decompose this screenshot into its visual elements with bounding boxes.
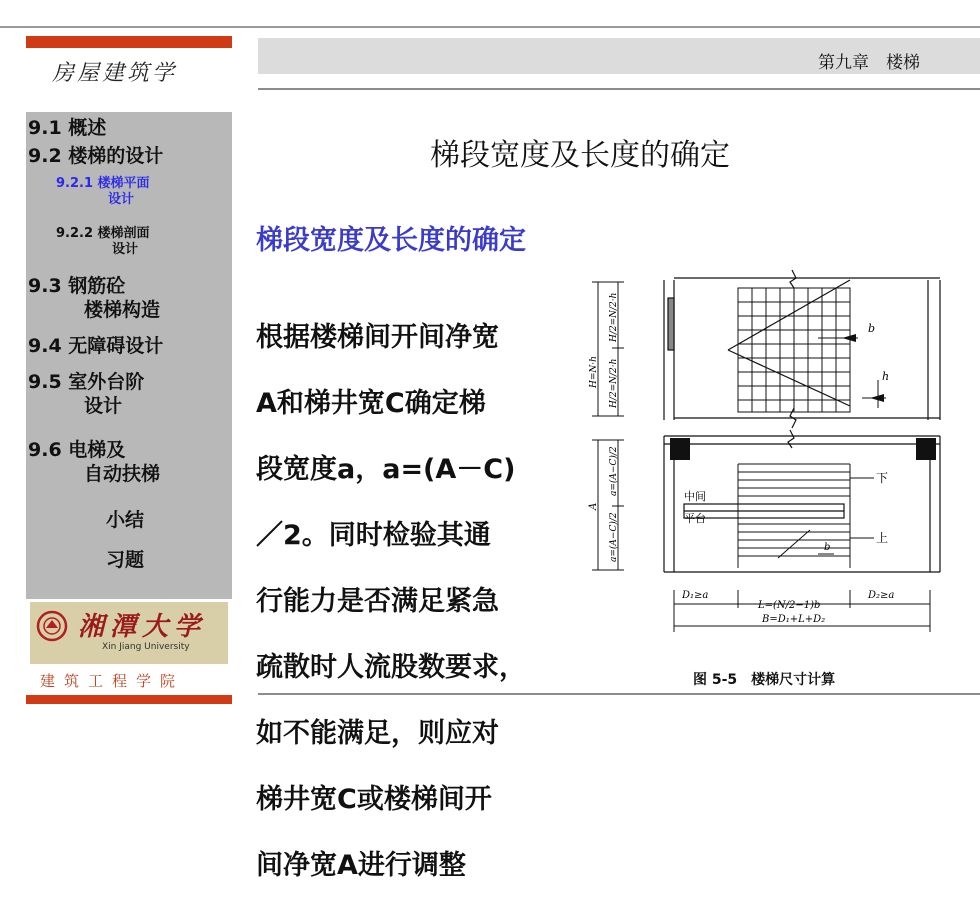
nav-item-accessible[interactable]: 9.4 无障碍设计 [28,335,164,357]
column-left-icon [670,438,690,460]
body-line: 梯井宽C或楼梯间开 [256,784,492,815]
body-line: 行能力是否满足紧急 [256,586,499,617]
label-H-half-1: H/2=N/2·h [609,292,619,342]
accent-bar-top [26,36,232,48]
label-A: A [588,502,599,510]
label-b-bottom: b [824,542,831,553]
nav-item-exercises[interactable]: 习题 [106,549,145,571]
sidebar-nav [26,112,232,599]
stair-plan-section-drawing [578,268,952,664]
body-line: 疏散时人流股数要求， [256,652,526,683]
accent-bar-bottom [26,695,232,704]
body-line: 如不能满足，则应对 [256,718,499,749]
figure-caption: 图 5-5 楼梯尺寸计算 [693,672,836,688]
chapter-label: 第九章 楼梯 [818,53,920,73]
nav-item-rc-stair[interactable]: 9.3 钢筋砼 楼梯构造 [28,275,161,321]
nav-item-summary[interactable]: 小结 [106,509,145,531]
label-D1: D₁≥a [682,590,709,601]
slide-subtitle: 梯段宽度及长度的确定 [256,225,526,256]
label-a-eq-1: a=(A−C)/2 [609,446,619,496]
label-H-half-2: H/2=N/2·h [609,358,619,408]
body-line: 间净宽A进行调整 [256,850,466,881]
label-h: h [882,370,890,383]
nav-item-stair-design[interactable]: 9.2 楼梯的设计 [28,145,164,167]
body-line: 根据楼梯间开间净宽 [256,322,499,353]
body-line: 段宽度a，a=(A－C) [256,454,516,485]
label-B: B=D₁+L+D₂ [762,614,826,625]
body-line: A和梯井宽C确定梯 [256,388,486,419]
column-right-icon [916,438,936,460]
stair-dimension-figure [578,268,952,664]
body-line: ／2。同时检验其通 [256,520,491,551]
department-name: 建筑工程学院 [40,672,185,690]
university-name: 湘潭大学 [78,612,207,642]
label-H: H=N·h [589,356,599,388]
label-landing: 中间 [684,490,706,503]
label-landing-2: 平台 [684,512,706,525]
nav-item-section-design[interactable]: 9.2.2 楼梯剖面 设计 [56,226,150,257]
nav-item-elevator[interactable]: 9.6 电梯及 自动扶梯 [28,439,161,485]
nav-item-steps[interactable]: 9.5 室外台阶 设计 [28,371,145,417]
label-D2: D₂≥a [868,590,895,601]
header-divider [258,88,980,90]
top-divider [0,26,980,28]
label-down: 下 [876,471,889,485]
label-up: 上 [876,531,889,545]
course-title: 房屋建筑学 [52,61,178,86]
slide-body [256,288,556,915]
nav-item-plan-design[interactable]: 9.2.1 楼梯平面 设计 [56,176,150,207]
slide-title: 梯段宽度及长度的确定 [430,138,730,173]
university-logo [30,602,228,664]
label-b-top: b [868,322,876,335]
label-L: L=(N/2−1)b [758,600,821,611]
label-a-eq-2: a=(A−C)/2 [609,512,619,562]
footer-divider [258,693,980,695]
university-english-name: Xin Jiang University [102,642,190,652]
nav-item-overview[interactable]: 9.1 概述 [28,117,107,139]
